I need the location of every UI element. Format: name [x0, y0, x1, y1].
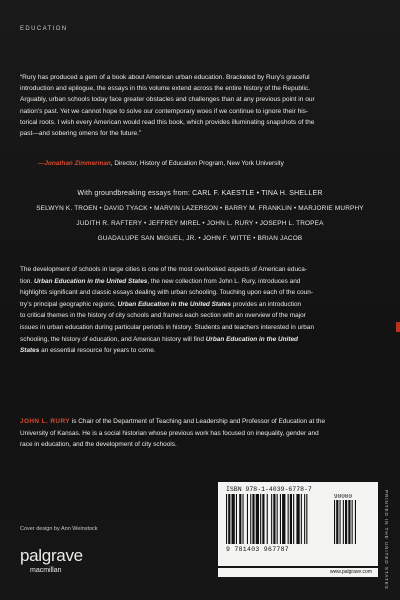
barcode-bar: [267, 494, 268, 544]
barcode-bar: [226, 494, 227, 544]
book-title: Urban Education in the United States: [117, 300, 231, 308]
barcode-bar: [252, 494, 254, 544]
publisher-url-strip: [218, 568, 378, 577]
barcode-number: 9 781403 967787: [226, 546, 290, 553]
cover-design-credit: Cover design by Ann Weinstock: [20, 526, 98, 532]
book-title: States: [20, 347, 40, 355]
price-code: 90000: [334, 494, 353, 500]
description-text: schooling, the history of education, and American history will find: [20, 335, 206, 343]
barcode-bar: [301, 494, 302, 544]
barcode-bar: [236, 494, 237, 544]
contributors-line: SELWYN K. TROEN • DAVID TYACK • MARVIN LAZERSON • BARRY M. FRANKLIN • MARJORIE MURPHY: [36, 205, 364, 212]
description-text: issues in urban education during particular periods in history. Students and teachers interested in urban: [20, 323, 315, 331]
barcode-bar: [343, 500, 344, 544]
reviewer-name: —Jonathan Zimmerman: [38, 160, 111, 167]
book-title: Urban Education in the United: [205, 335, 298, 343]
barcode-bar: [348, 500, 350, 544]
bio-text: is Chair of the Department of Teaching and Leadership and Professor of Education at the: [70, 418, 326, 425]
barcode-bar: [334, 500, 335, 544]
reviewer-title: , Director, History of Education Program, New York University: [110, 160, 284, 167]
barcode-bar: [345, 500, 347, 544]
quote-attribution: [38, 160, 378, 167]
barcode-icon: [226, 494, 370, 546]
description-text: tion.: [20, 277, 34, 285]
barcode-bar: [296, 494, 299, 544]
author-bio: [20, 416, 376, 451]
barcode-bar: [280, 494, 281, 544]
quote-line: introduction and epilogue, the essays in this volume extend across the entire history of the Republic.: [20, 85, 311, 93]
description-text: , the new collection from John L. Rury, introduces and: [147, 277, 301, 285]
barcode-bar: [250, 494, 251, 544]
barcode-bar: [243, 494, 244, 544]
barcode-bar: [336, 500, 338, 544]
publisher-url: www.palgrave.com: [330, 569, 372, 575]
bio-text: race in education, and the development of city schools.: [20, 441, 177, 449]
contributors-list: [20, 186, 380, 246]
barcode-bar: [290, 494, 292, 544]
description-text: highlights significant and classic essays dealing with urban schooling. Touching upon each of the coun-: [20, 289, 313, 297]
description-text: to critical themes in the history of city schools and frames each section with an overview of the major: [20, 312, 306, 320]
author-name: JOHN L. RURY: [20, 418, 70, 425]
barcode-bar: [293, 494, 294, 544]
book-description: [20, 264, 376, 357]
barcode-bar: [239, 494, 241, 544]
review-quote: [20, 72, 372, 139]
description-text: an essential resource for years to come.: [39, 347, 156, 355]
quote-line: past—and sobering omens for the future.”: [20, 130, 142, 138]
quote-line: nation’s past. Yet we cannot hope to solve our contemporary woes if we continue to ignore their his-: [20, 107, 309, 115]
print-location: PRINTED IN THE UNITED STATES: [384, 490, 389, 590]
isbn-label: [226, 486, 312, 493]
book-title: Urban Education in the United States: [33, 277, 148, 285]
description-text: provides an introduction: [230, 300, 302, 308]
isbn-number: ISBN 978-1-4039-6778-7: [226, 486, 312, 493]
barcode-bar: [340, 500, 341, 544]
description-text: try’s principal geographic regions,: [20, 300, 118, 308]
quote-line: torical roots. I wish every American would read this book, which provides illuminating snapshots of the: [20, 118, 315, 126]
contributors-line: JUDITH R. RAFTERY • JEFFREY MIREL • JOHN L. RURY • JOSEPH L. TROPEA: [76, 220, 324, 227]
barcode-bar: [273, 494, 275, 544]
barcode-bar: [352, 500, 353, 544]
barcode-bar: [282, 494, 285, 544]
bio-text: University of Kansas. He is a social historian whose previous work has focused on inequality, gender and: [20, 429, 319, 437]
contributors-line: With groundbreaking essays from: CARL F. KAESTLE • TINA H. SHELLER: [77, 190, 323, 197]
barcode-bar: [247, 494, 248, 544]
barcode-bar: [260, 494, 261, 544]
barcode-bar: [228, 494, 230, 544]
publisher-logo-sub: macmillan: [30, 567, 62, 574]
quote-line: Arguably, urban schools today face greater obstacles and challenges than at any previous point in our: [20, 96, 315, 104]
barcode-panel: [218, 482, 378, 566]
barcode-bar: [256, 494, 259, 544]
publisher-logo: palgrave: [20, 546, 83, 565]
barcode-bar: [262, 494, 264, 544]
red-edge-mark: [396, 322, 400, 332]
quote-line: “Rury has produced a gem of a book about American urban education. Bracketed by Rury’s graceful: [20, 74, 310, 81]
barcode-bar: [306, 494, 307, 544]
contributors-line: GUADALUPE SAN MIGUEL, JR. • JOHN F. WITTE • BRIAN JACOB: [97, 235, 303, 242]
barcode-bar: [288, 494, 289, 544]
barcode-bar: [271, 494, 272, 544]
barcode-bar: [304, 494, 305, 544]
category-label: EDUCATION: [20, 26, 68, 32]
barcode-bar: [232, 494, 235, 544]
description-text: The development of schools in large cities is one of the most overlooked aspects of American educa-: [20, 266, 307, 273]
barcode-bar: [277, 494, 278, 544]
barcode-bar: [355, 500, 356, 544]
